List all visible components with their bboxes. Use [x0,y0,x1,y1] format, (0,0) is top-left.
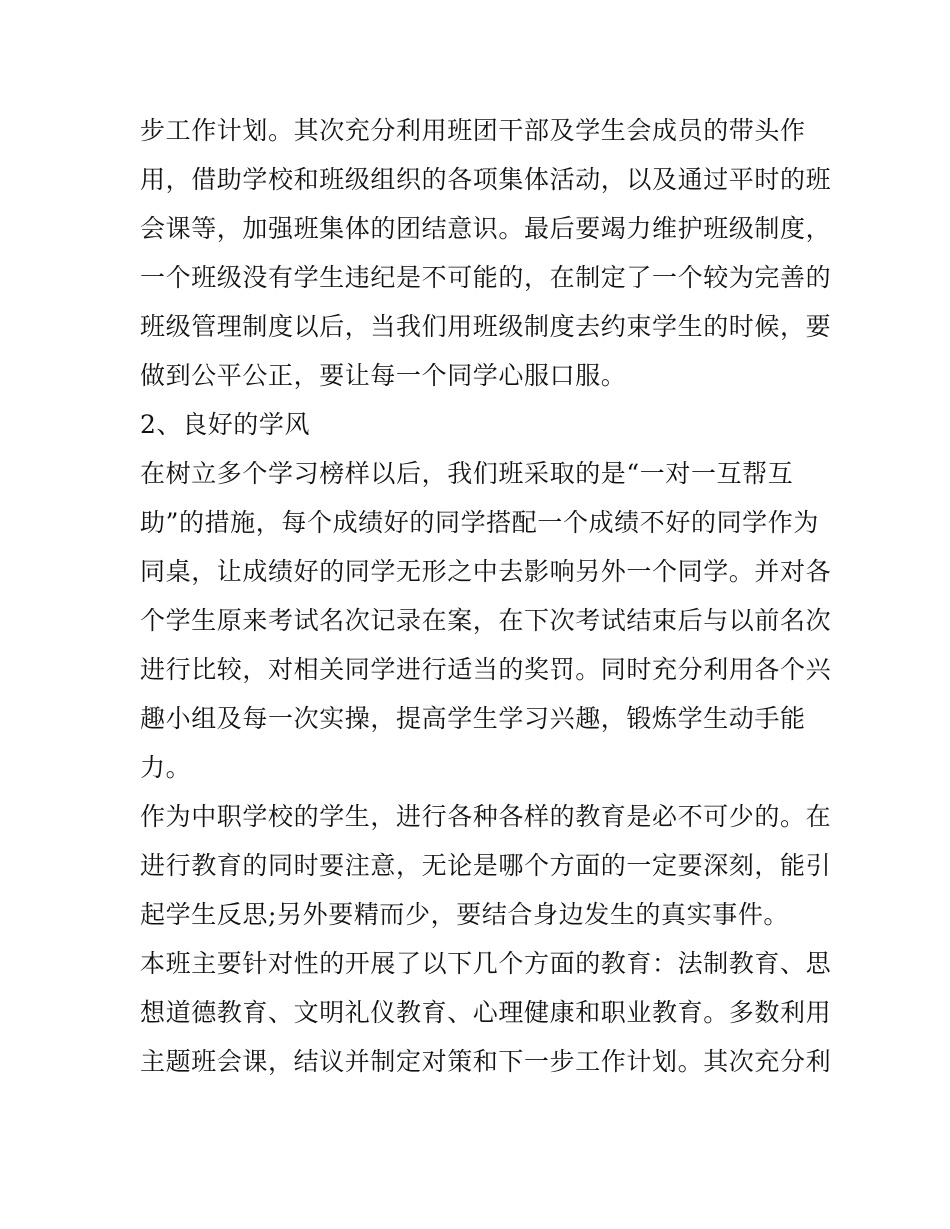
paragraph-line: 班级管理制度以后，当我们用班级制度去约束学生的时候，要 [140,312,832,341]
paragraph-line: 起学生反思;另外要精而少，要结合身边发生的真实事件。 [140,900,790,929]
paragraph-line: 一个班级没有学生违纪是不可能的，在制定了一个较为完善的 [140,263,832,292]
paragraph-line: 进行教育的同时要注意，无论是哪个方面的一定要深刻，能引 [140,851,832,880]
paragraph-line: 趣小组及每一次实操，提高学生学习兴趣，锻炼学生动手能 [140,704,806,733]
paragraph-line: 在树立多个学习榜样以后，我们班采取的是“一对一互帮互 [140,459,794,488]
paragraph-line: 进行比较，对相关同学进行适当的奖罚。同时充分利用各个兴 [140,655,832,684]
paragraph-line: 步工作计划。其次充分利用班团干部及学生会成员的带头作 [140,116,806,145]
section-heading: 2、良好的学风 [140,410,311,439]
paragraph-line: 本班主要针对性的开展了以下几个方面的教育：法制教育、思 [140,949,832,978]
paragraph-line: 力。 [140,753,192,782]
paragraph-line: 主题班会课，结议并制定对策和下一步工作计划。其次充分利 [140,1047,832,1076]
paragraph-line: 做到公平公正，要让每一个同学心服口服。 [140,361,627,390]
paragraph-line: 作为中职学校的学生，进行各种各样的教育是必不可少的。在 [140,802,832,831]
paragraph-line: 会课等，加强班集体的团结意识。最后要竭力维护班级制度， [140,214,832,243]
paragraph-line: 同桌，让成绩好的同学无形之中去影响另外一个同学。并对各 [140,557,832,586]
paragraph-line: 用，借助学校和班级组织的各项集体活动，以及通过平时的班 [140,165,832,194]
paragraph-line: 助”的措施，每个成绩好的同学搭配一个成绩不好的同学作为 [140,508,819,537]
paragraph-line: 个学生原来考试名次记录在案，在下次考试结束后与以前名次 [140,606,832,635]
paragraph-line: 想道德教育、文明礼仪教育、心理健康和职业教育。多数利用 [140,998,832,1027]
